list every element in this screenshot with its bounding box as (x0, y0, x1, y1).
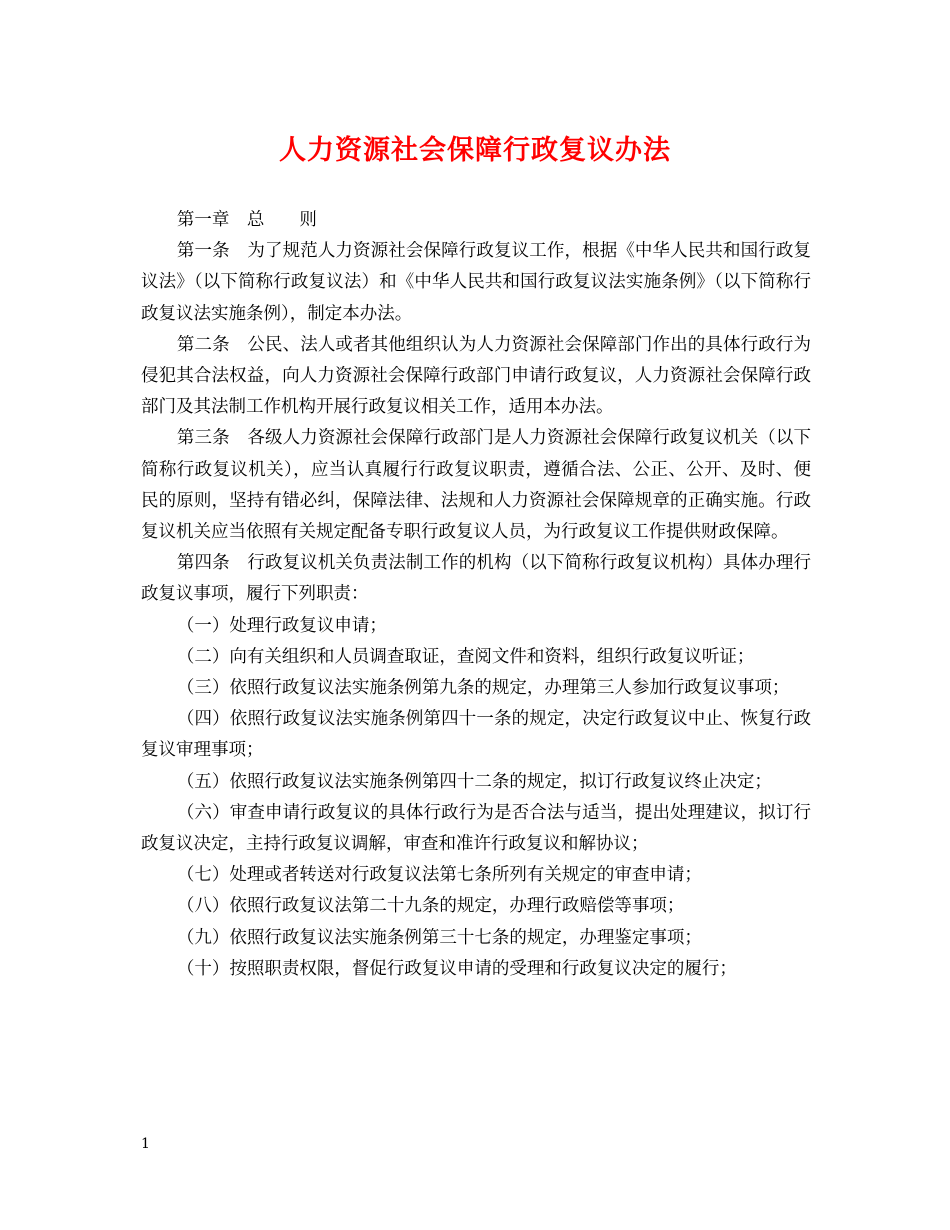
article-4-item-7: （七）处理或者转送对行政复议法第七条所列有关规定的审查申请； (176, 865, 702, 886)
article-4-item-5: （五）依照行政复议法实施条例第四十二条的规定，拟订行政复议终止决定； (176, 771, 772, 792)
article-4-item-1: （一）处理行政复议申请； (176, 615, 387, 636)
chapter-number: 第一章 (176, 210, 230, 230)
chapter-name-part2: 则 (299, 210, 317, 230)
document-title: 人力资源社会保障行政复议办法 (279, 135, 671, 166)
article-2: 第二条 公民、法人或者其他组织认为人力资源社会保障部门作出的具体行政行为侵犯其合法权益，向人力资源社会保障行政部门申请行政复议，人力资源社会保障行政部门及其法制工作机构开展行政复议相关工作，适用本办法。 (141, 334, 811, 418)
article-4-item-8: （八）依照行政复议法第二十九条的规定，办理行政赔偿等事项； (176, 896, 685, 917)
article-4-item-3: （三）依照行政复议法实施条例第九条的规定，办理第三人参加行政复议事项； (176, 678, 790, 699)
document-body (141, 205, 811, 985)
chapter-name-part1: 总 (246, 210, 265, 230)
article-4-item-10: （十）按照职责权限，督促行政复议申请的受理和行政复议决定的履行； (176, 958, 737, 979)
article-4-item-9: （九）依照行政复议法实施条例第三十七条的规定，办理鉴定事项； (176, 927, 702, 948)
article-4-item-2: （二）向有关组织和人员调查取证，查阅文件和资料，组织行政复议听证； (176, 646, 755, 667)
article-1: 第一条 为了规范人力资源社会保障行政复议工作，根据《中华人民共和国行政复议法》（以下简称行政复议法）和《中华人民共和国行政复议法实施条例》（以下简称行政复议法实施条例），制定本办法。 (141, 241, 811, 324)
article-4-item-6: （六）审查申请行政复议的具体行政行为是否合法与适当，提出处理建议，拟订行政复议决定，主持行政复议调解，审查和准许行政复议和解协议； (141, 802, 811, 855)
article-4-item-4: （四）依照行政复议法实施条例第四十一条的规定，决定行政复议中止、恢复行政复议审理事项； (141, 709, 811, 761)
article-3: 第三条 各级人力资源社会保障行政部门是人力资源社会保障行政复议机关（以下简称行政复议机关），应当认真履行行政复议职责，遵循合法、公正、公开、及时、便民的原则，坚持有错必纠，保障法律、法规和人力资源社会保障规章的正确实施。行政复议机关应当依照有关规定配备专职行政复议人员，为行政复议工作提供财政保障。 (141, 428, 811, 543)
chapter-heading (141, 205, 811, 236)
page-number: 1 (141, 1136, 150, 1152)
article-4: 第四条 行政复议机关负责法制工作的机构（以下简称行政复议机构）具体办理行政复议事项，履行下列职责： (141, 553, 811, 605)
